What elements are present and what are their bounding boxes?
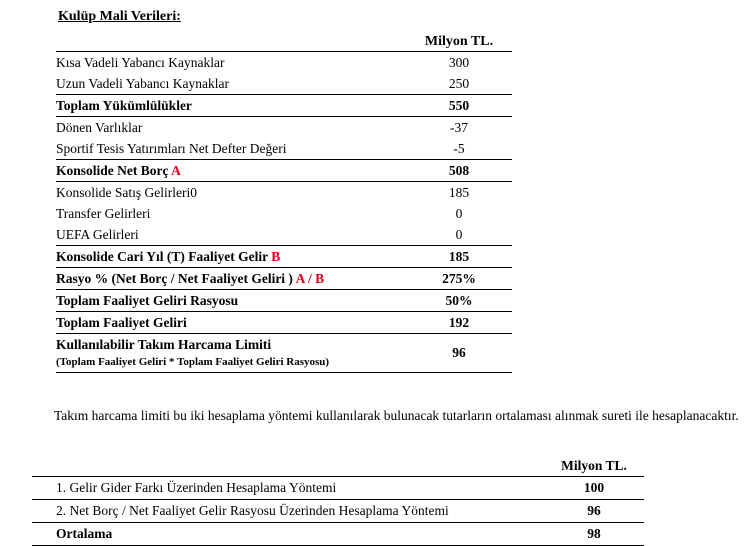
unit-column-header: Milyon TL. [561, 457, 627, 473]
label-column-header [56, 32, 406, 52]
label-column-header [32, 455, 544, 477]
row-value: 275% [406, 268, 512, 290]
row-label [56, 160, 406, 182]
table-row [32, 477, 644, 500]
row-value: 98 [544, 523, 644, 546]
row-label: UEFA Gelirleri [56, 226, 139, 242]
row-value: 250 [448, 75, 470, 91]
row-label: Konsolide Satış Gelirleri0 [56, 184, 197, 200]
row-value: 100 [544, 477, 644, 500]
row-label: Kısa Vadeli Yabancı Kaynaklar [56, 52, 406, 74]
calculation-methods-table [32, 455, 644, 546]
net-debt-row [56, 160, 512, 182]
row-value: 96 [544, 500, 644, 523]
income-ratio-row [56, 290, 512, 312]
row-label: 2. Net Borç / Net Faaliyet Gelir Rasyosu Üzerinden Hesaplama Yöntemi [32, 500, 544, 523]
row-label: Toplam Yükümlülükler [56, 95, 406, 117]
row-label-text: Rasyo % (Net Borç / Net Faaliyet Geliri ) [56, 270, 293, 286]
row-label: 1. Gelir Gider Farkı Üzerinden Hesaplama Yöntemi [32, 477, 544, 500]
row-label: Transfer Gelirleri [56, 205, 151, 221]
table-row [56, 224, 512, 246]
club-financial-data-table [56, 32, 512, 373]
row-label: Uzun Vadeli Yabancı Kaynaklar [56, 75, 229, 91]
table-header-row [32, 455, 644, 477]
table-row [32, 500, 644, 523]
row-label-text: Konsolide Cari Yıl (T) Faaliyet Gelir [56, 248, 268, 264]
row-value: 96 [406, 334, 512, 373]
row-label-text: Kullanılabilir Takım Harcama Limiti [56, 337, 272, 353]
table-header-row [56, 32, 512, 52]
total-income-row [56, 312, 512, 334]
row-label: Sportif Tesis Yatırımları Net Defter Değeri [56, 140, 287, 156]
row-label: Ortalama [32, 523, 544, 546]
row-value: 550 [406, 95, 512, 117]
row-value: 508 [406, 160, 512, 182]
row-value: -37 [450, 119, 468, 135]
marker-a: A [171, 162, 181, 178]
section-heading: Kulüp Mali Verileri: [58, 9, 181, 24]
row-value: 50% [406, 290, 512, 312]
spending-limit-row [56, 334, 512, 373]
row-label: Toplam Faaliyet Geliri [56, 312, 406, 334]
row-label [56, 268, 406, 290]
row-value: 0 [455, 226, 463, 242]
table-row [56, 182, 512, 204]
row-label [56, 246, 406, 268]
row-value: 0 [455, 205, 463, 221]
row-value: 192 [406, 312, 512, 334]
operating-income-row [56, 246, 512, 268]
row-label-text: Konsolide Net Borç [56, 162, 169, 178]
row-sublabel: (Toplam Faaliyet Geliri * Toplam Faaliyet Geliri Rasyosu) [56, 355, 330, 368]
table-row [56, 73, 512, 95]
marker-a-over-b: A / B [295, 270, 325, 286]
row-value: 185 [448, 184, 470, 200]
marker-b: B [271, 248, 281, 264]
ratio-row [56, 268, 512, 290]
row-label: Dönen Varlıklar [56, 119, 143, 135]
row-value: 185 [406, 246, 512, 268]
row-value: 300 [406, 52, 512, 74]
row-label [56, 334, 406, 373]
unit-column-header: Milyon TL. [424, 33, 494, 49]
table-row [56, 117, 512, 139]
row-value: -5 [453, 140, 465, 156]
table-row [56, 203, 512, 224]
table-row [56, 52, 512, 74]
total-liabilities-row [56, 95, 512, 117]
table-row [56, 138, 512, 160]
row-label: Toplam Faaliyet Geliri Rasyosu [56, 290, 406, 312]
average-row [32, 523, 644, 546]
explanation-paragraph: Takım harcama limiti bu iki hesaplama yöntemi kullanılarak bulunacak tutarların ortalaması alınmak sureti ile hesaplanacaktır. [54, 408, 739, 423]
